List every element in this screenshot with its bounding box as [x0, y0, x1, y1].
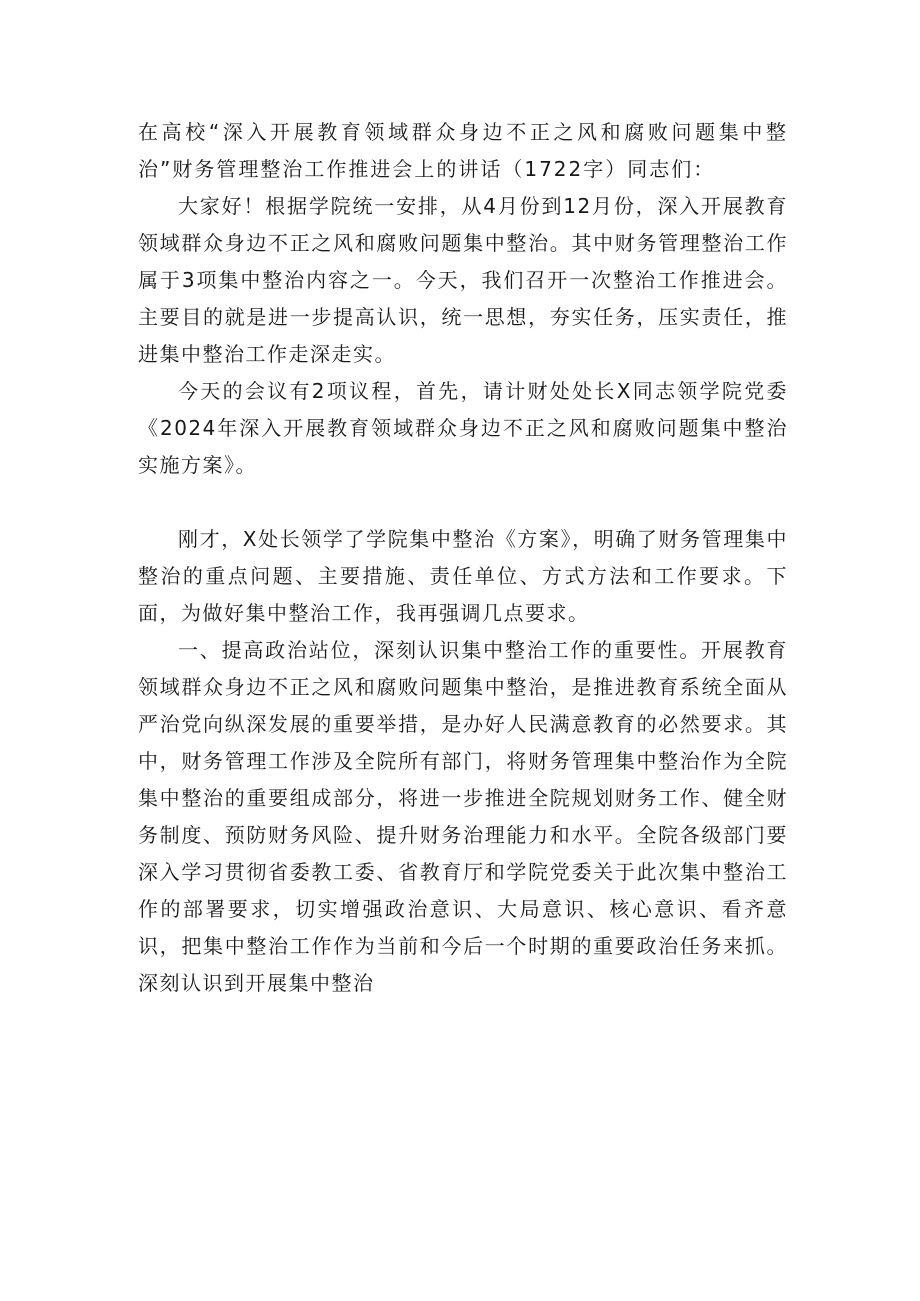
- paragraph-requirements-intro: 刚才，X处长领学了学院集中整治《方案》，明确了财务管理集中整治的重点问题、主要措施、责任单位、方式方法和工作要求。下面，为做好集中整治工作，我再强调几点要求。: [138, 527, 788, 625]
- paragraph-agenda: 今天的会议有2项议程，首先，请计财处处长X同志领学院党委《2024年深入开展教育领域群众身边不正之风和腐败问题集中整治实施方案》。: [138, 379, 788, 477]
- paragraph-point-one: 一、提高政治站位，深刻认识集中整治工作的重要性。开展教育领域群众身边不正之风和腐败问题集中整治，是推进教育系统全面从严治党向纵深发展的重要举措，是办好人民满意教育的必然要求。其中，财务管理工作涉及全院所有部门，将财务管理集中整治作为全院集中整治的重要组成部分，将进一步推进全院规划财务工作、健全财务制度、预防财务风险、提升财务治理能力和水平。全院各级部门要深入学习贯彻省委教工委、省教育厅和学院党委关于此次集中整治工作的部署要求，切实增强政治意识、大局意识、核心意识、看齐意识，把集中整治工作作为当前和今后一个时期的重要政治任务来抓。深刻认识到开展集中整治: [138, 638, 788, 995]
- paragraph-greeting: 大家好！根据学院统一安排，从4月份到12月份，深入开展教育领域群众身边不正之风和腐败问题集中整治。其中财务管理整治工作属于3项集中整治内容之一。今天，我们召开一次整治工作推进会。主要目的就是进一步提高认识，统一思想，夯实任务，压实责任，推进集中整治工作走深走实。: [138, 194, 788, 366]
- speech-title: 在高校“深入开展教育领域群众身边不正之风和腐败问题集中整治”财务管理整治工作推进会上的讲话（1722字）同志们：: [138, 120, 788, 181]
- document-body: [138, 114, 788, 1002]
